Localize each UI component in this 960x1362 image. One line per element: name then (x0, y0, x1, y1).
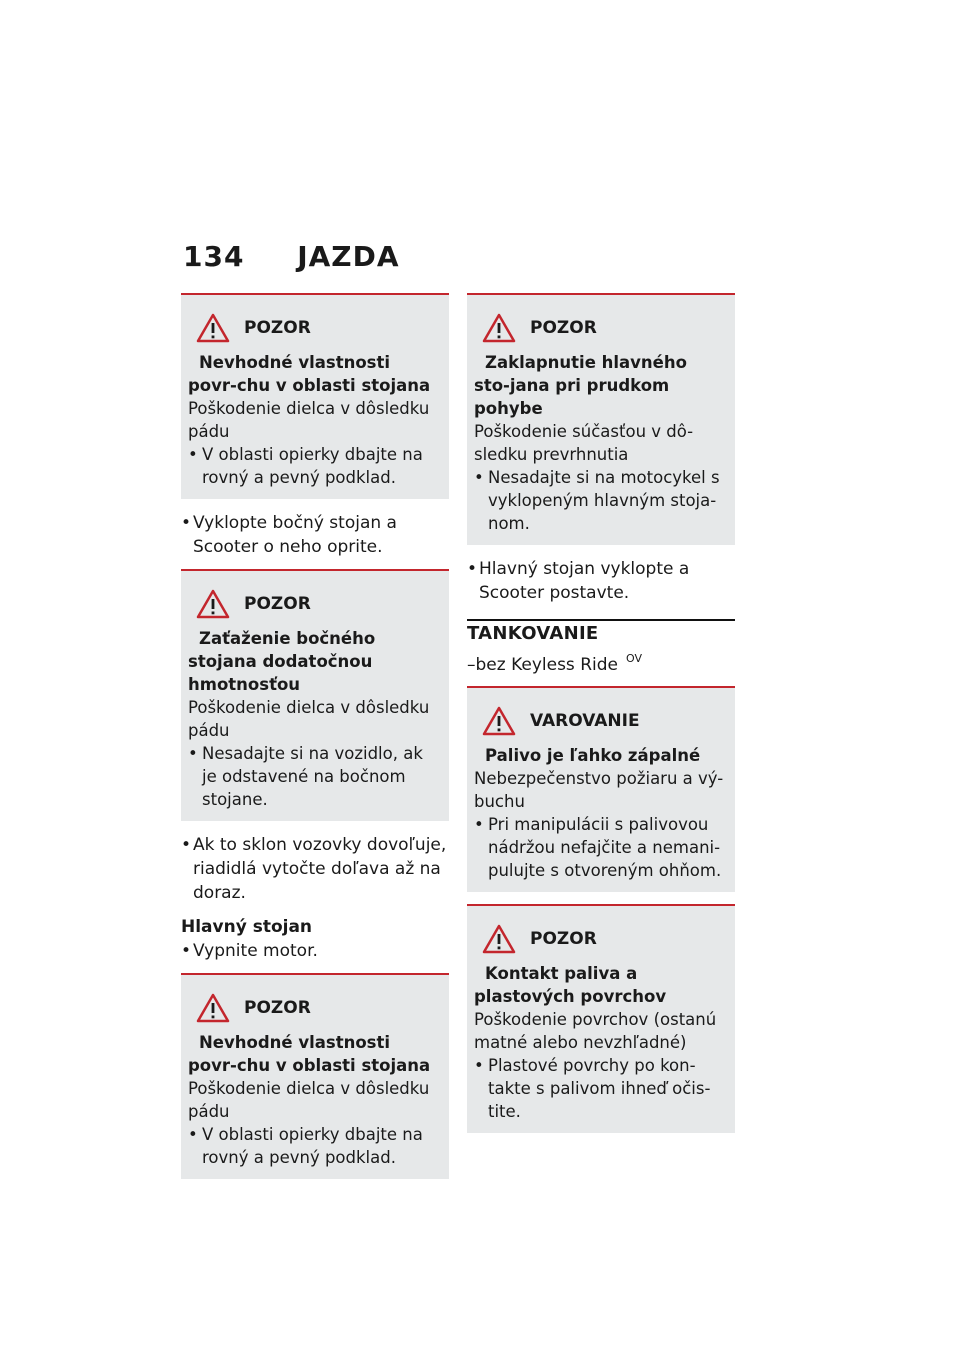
warning-bullet (474, 813, 727, 882)
caution-label: POZOR (244, 594, 311, 614)
warning-header (474, 706, 727, 736)
caution-label: POZOR (530, 318, 597, 338)
instruction-step (181, 939, 449, 963)
caution-bullet (188, 742, 441, 811)
caution-body: Poškodenie dielca v dôsledku pádu (188, 399, 430, 441)
caution-body: Poškodenie povrchov (ostanú matné alebo nevzhľadné) (474, 1010, 717, 1052)
warning-label: VAROVANIE (530, 711, 640, 731)
bullet-dot: • (467, 559, 478, 579)
caution-title: Zaklapnutie hlavného sto-jana pri prudkom pohybe (474, 353, 687, 418)
warning-title: Palivo je ľahko zápalné (485, 746, 701, 765)
caution-header (188, 589, 441, 619)
bullet-dot: • (181, 835, 192, 855)
subheading: Hlavný stojan (181, 917, 313, 937)
warning-triangle-icon (196, 313, 230, 343)
warning-triangle-icon (482, 706, 516, 736)
bullet-text: V oblasti opierky dbajte na rovný a pevný podklad. (202, 1125, 423, 1167)
warning-triangle-icon (482, 924, 516, 954)
instruction-step (181, 833, 449, 905)
caution-box (181, 293, 449, 499)
caution-label: POZOR (244, 998, 311, 1018)
step-text: Vyklopte bočný stojan a Scooter o neho oprite. (193, 513, 397, 557)
step-text: Hlavný stojan vyklopte a Scooter postavte. (479, 559, 690, 603)
bullet-dot: • (188, 445, 198, 464)
warning-triangle-icon (196, 993, 230, 1023)
bullet-text: Pri manipulácii s palivovou nádržou nefajčite a nemani-pulujte s otvoreným ohňom. (488, 815, 722, 880)
subtitle-text: –bez Keyless Ride (467, 655, 618, 675)
caution-bullet (188, 443, 441, 489)
bullet-text: Nesadajte si na motocykel s vyklopeným hlavným stoja-nom. (488, 468, 720, 533)
bullet-dot: • (474, 1056, 484, 1075)
step-text: Vypnite motor. (193, 941, 318, 961)
caution-bullet (474, 1054, 727, 1123)
caution-bullet (474, 466, 727, 535)
caution-bullet (188, 1123, 441, 1169)
caution-title: Zaťaženie bočného stojana dodatočnou hmotnosťou (188, 629, 376, 694)
bullet-text: V oblasti opierky dbajte na rovný a pevný podklad. (202, 445, 423, 487)
section-name: JAZDA (297, 240, 400, 273)
option-marker: OV (625, 652, 642, 665)
caution-header (188, 993, 441, 1023)
bullet-dot: • (181, 941, 192, 961)
right-column (467, 293, 735, 1145)
page-number: 134 (183, 240, 245, 273)
warning-triangle-icon (196, 589, 230, 619)
caution-header (188, 313, 441, 343)
caution-title: Nevhodné vlastnosti povr-chu v oblasti stojana (188, 353, 431, 395)
bullet-text: Nesadajte si na vozidlo, ak je odstavené na bočnom stojane. (202, 744, 423, 809)
instruction-step (181, 511, 449, 559)
section-title: TANKOVANIE (467, 619, 735, 644)
warning-body: Nebezpečenstvo požiaru a vý-buchu (474, 769, 724, 811)
caution-title: Nevhodné vlastnosti povr-chu v oblasti stojana (188, 1033, 431, 1075)
instruction-step (467, 557, 735, 605)
caution-header (474, 924, 727, 954)
caution-label: POZOR (244, 318, 311, 338)
page-header (183, 240, 400, 273)
caution-title: Kontakt paliva a plastových povrchov (474, 964, 667, 1006)
caution-body: Poškodenie dielca v dôsledku pádu (188, 698, 430, 740)
caution-header (474, 313, 727, 343)
caution-body: Poškodenie dielca v dôsledku pádu (188, 1079, 430, 1121)
caution-box (467, 904, 735, 1133)
bullet-dot: • (474, 815, 484, 834)
step-text: Ak to sklon vozovky dovoľuje, riadidlá vytočte doľava až na doraz. (193, 835, 447, 903)
bullet-dot: • (188, 744, 198, 763)
caution-box (181, 569, 449, 821)
bullet-dot: • (474, 468, 484, 487)
caution-box (181, 973, 449, 1179)
bullet-dot: • (188, 1125, 198, 1144)
caution-label: POZOR (530, 929, 597, 949)
caution-box (467, 293, 735, 545)
warning-box (467, 686, 735, 892)
section-subtitle (467, 644, 735, 680)
left-column (181, 293, 449, 1191)
bullet-text: Plastové povrchy po kon-takte s palivom ihneď očis-tite. (488, 1056, 711, 1121)
bullet-dot: • (181, 513, 192, 533)
caution-body: Poškodenie súčasťou v dô-sledku prevrhnutia (474, 422, 694, 464)
warning-triangle-icon (482, 313, 516, 343)
